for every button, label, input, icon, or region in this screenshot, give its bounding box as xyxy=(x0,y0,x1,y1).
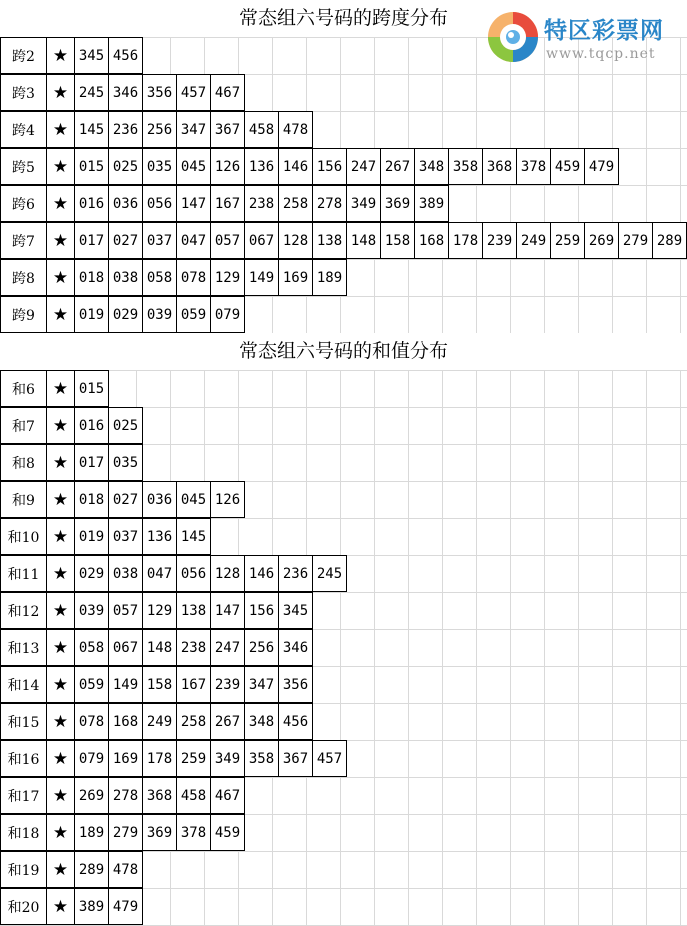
number-cell: 239 xyxy=(482,222,517,259)
star-icon: ★ xyxy=(46,851,75,888)
number-cell: 236 xyxy=(278,555,313,592)
number-cell: 149 xyxy=(108,666,143,703)
span-label: 跨4 xyxy=(0,111,47,148)
number-cell: 189 xyxy=(74,814,109,851)
number-cell: 036 xyxy=(142,481,177,518)
number-cell: 369 xyxy=(380,185,415,222)
number-cell: 457 xyxy=(176,74,211,111)
number-cell: 045 xyxy=(176,148,211,185)
number-cell: 467 xyxy=(210,777,245,814)
number-cell: 035 xyxy=(142,148,177,185)
number-cell: 479 xyxy=(108,888,143,925)
sum-label: 和13 xyxy=(0,629,47,666)
number-cell: 138 xyxy=(312,222,347,259)
logo-name: 特区彩票网 xyxy=(544,18,664,44)
star-icon: ★ xyxy=(46,555,75,592)
number-cell: 345 xyxy=(278,592,313,629)
number-cell: 058 xyxy=(142,259,177,296)
number-cell: 169 xyxy=(108,740,143,777)
number-cell: 039 xyxy=(74,592,109,629)
number-cell: 027 xyxy=(108,222,143,259)
sum-row xyxy=(0,888,143,925)
star-icon: ★ xyxy=(46,518,75,555)
sum-label: 和16 xyxy=(0,740,47,777)
span-row xyxy=(0,259,347,296)
sum-row xyxy=(0,814,245,851)
star-icon: ★ xyxy=(46,370,75,407)
number-cell: 236 xyxy=(108,111,143,148)
number-cell: 349 xyxy=(346,185,381,222)
number-cell: 367 xyxy=(278,740,313,777)
sum-label: 和11 xyxy=(0,555,47,592)
number-cell: 289 xyxy=(74,851,109,888)
number-cell: 038 xyxy=(108,555,143,592)
number-cell: 467 xyxy=(210,74,245,111)
number-cell: 169 xyxy=(278,259,313,296)
number-cell: 348 xyxy=(414,148,449,185)
number-cell: 349 xyxy=(210,740,245,777)
number-cell: 057 xyxy=(108,592,143,629)
number-cell: 058 xyxy=(74,629,109,666)
star-icon: ★ xyxy=(46,74,75,111)
number-cell: 369 xyxy=(142,814,177,851)
star-icon: ★ xyxy=(46,481,75,518)
sum-label: 和20 xyxy=(0,888,47,925)
number-cell: 047 xyxy=(176,222,211,259)
number-cell: 168 xyxy=(108,703,143,740)
number-cell: 079 xyxy=(74,740,109,777)
number-cell: 478 xyxy=(278,111,313,148)
span-section-title: 常态组六号码的跨度分布 xyxy=(0,0,687,37)
span-label: 跨3 xyxy=(0,74,47,111)
star-icon: ★ xyxy=(46,111,75,148)
number-cell: 015 xyxy=(74,148,109,185)
star-icon: ★ xyxy=(46,740,75,777)
number-cell: 017 xyxy=(74,222,109,259)
number-cell: 258 xyxy=(176,703,211,740)
span-row xyxy=(0,222,687,259)
star-icon: ★ xyxy=(46,37,75,74)
sum-label: 和15 xyxy=(0,703,47,740)
number-cell: 019 xyxy=(74,296,109,333)
number-cell: 267 xyxy=(380,148,415,185)
number-cell: 239 xyxy=(210,666,245,703)
number-cell: 245 xyxy=(74,74,109,111)
span-label: 跨7 xyxy=(0,222,47,259)
number-cell: 149 xyxy=(244,259,279,296)
star-icon: ★ xyxy=(46,407,75,444)
number-cell: 016 xyxy=(74,407,109,444)
sum-row xyxy=(0,370,109,407)
number-cell: 156 xyxy=(244,592,279,629)
number-cell: 279 xyxy=(108,814,143,851)
sum-row xyxy=(0,518,211,555)
number-cell: 249 xyxy=(516,222,551,259)
number-cell: 078 xyxy=(176,259,211,296)
number-cell: 178 xyxy=(142,740,177,777)
number-cell: 356 xyxy=(142,74,177,111)
span-row xyxy=(0,148,619,185)
number-cell: 259 xyxy=(176,740,211,777)
number-cell: 038 xyxy=(108,259,143,296)
number-cell: 148 xyxy=(142,629,177,666)
number-cell: 056 xyxy=(176,555,211,592)
number-cell: 347 xyxy=(176,111,211,148)
number-cell: 178 xyxy=(448,222,483,259)
number-cell: 167 xyxy=(210,185,245,222)
swirl-logo-icon xyxy=(486,10,540,64)
sum-row xyxy=(0,851,143,888)
number-cell: 158 xyxy=(142,666,177,703)
number-cell: 456 xyxy=(278,703,313,740)
number-cell: 128 xyxy=(278,222,313,259)
number-cell: 168 xyxy=(414,222,449,259)
number-cell: 389 xyxy=(414,185,449,222)
number-cell: 238 xyxy=(244,185,279,222)
number-cell: 036 xyxy=(108,185,143,222)
star-icon: ★ xyxy=(46,666,75,703)
number-cell: 136 xyxy=(142,518,177,555)
number-cell: 146 xyxy=(244,555,279,592)
number-cell: 025 xyxy=(108,148,143,185)
star-icon: ★ xyxy=(46,777,75,814)
sum-label: 和8 xyxy=(0,444,47,481)
sum-row xyxy=(0,777,245,814)
star-icon: ★ xyxy=(46,296,75,333)
number-cell: 358 xyxy=(244,740,279,777)
star-icon: ★ xyxy=(46,703,75,740)
number-cell: 145 xyxy=(176,518,211,555)
span-label: 跨5 xyxy=(0,148,47,185)
number-cell: 029 xyxy=(108,296,143,333)
span-row xyxy=(0,74,245,111)
number-cell: 016 xyxy=(74,185,109,222)
star-icon: ★ xyxy=(46,185,75,222)
number-cell: 029 xyxy=(74,555,109,592)
number-cell: 067 xyxy=(244,222,279,259)
sum-row xyxy=(0,444,143,481)
number-cell: 129 xyxy=(210,259,245,296)
number-cell: 358 xyxy=(448,148,483,185)
number-cell: 459 xyxy=(550,148,585,185)
star-icon: ★ xyxy=(46,888,75,925)
span-row xyxy=(0,296,245,333)
site-logo[interactable] xyxy=(486,8,682,70)
sum-label: 和17 xyxy=(0,777,47,814)
number-cell: 478 xyxy=(108,851,143,888)
number-cell: 256 xyxy=(244,629,279,666)
number-cell: 059 xyxy=(74,666,109,703)
star-icon: ★ xyxy=(46,629,75,666)
number-cell: 368 xyxy=(482,148,517,185)
sum-row xyxy=(0,703,313,740)
sum-row xyxy=(0,629,313,666)
number-cell: 147 xyxy=(210,592,245,629)
sum-row xyxy=(0,592,313,629)
number-cell: 037 xyxy=(108,518,143,555)
number-cell: 145 xyxy=(74,111,109,148)
sum-row xyxy=(0,407,143,444)
number-cell: 015 xyxy=(74,370,109,407)
number-cell: 035 xyxy=(108,444,143,481)
span-row xyxy=(0,185,449,222)
span-row xyxy=(0,111,313,148)
star-icon: ★ xyxy=(46,814,75,851)
sum-row xyxy=(0,666,313,703)
number-cell: 189 xyxy=(312,259,347,296)
number-cell: 247 xyxy=(210,629,245,666)
number-cell: 025 xyxy=(108,407,143,444)
number-cell: 247 xyxy=(346,148,381,185)
number-cell: 345 xyxy=(74,37,109,74)
number-cell: 146 xyxy=(278,148,313,185)
number-cell: 378 xyxy=(516,148,551,185)
sum-label: 和9 xyxy=(0,481,47,518)
number-cell: 245 xyxy=(312,555,347,592)
span-row xyxy=(0,37,143,74)
number-cell: 378 xyxy=(176,814,211,851)
number-cell: 269 xyxy=(74,777,109,814)
span-label: 跨6 xyxy=(0,185,47,222)
number-cell: 047 xyxy=(142,555,177,592)
number-cell: 126 xyxy=(210,148,245,185)
number-cell: 457 xyxy=(312,740,347,777)
number-cell: 156 xyxy=(312,148,347,185)
number-cell: 278 xyxy=(108,777,143,814)
number-cell: 126 xyxy=(210,481,245,518)
number-cell: 346 xyxy=(278,629,313,666)
number-cell: 238 xyxy=(176,629,211,666)
number-cell: 027 xyxy=(108,481,143,518)
number-cell: 267 xyxy=(210,703,245,740)
number-cell: 059 xyxy=(176,296,211,333)
sum-section-title: 常态组六号码的和值分布 xyxy=(0,333,687,370)
number-cell: 456 xyxy=(108,37,143,74)
number-cell: 356 xyxy=(278,666,313,703)
number-cell: 259 xyxy=(550,222,585,259)
number-cell: 045 xyxy=(176,481,211,518)
number-cell: 017 xyxy=(74,444,109,481)
number-cell: 129 xyxy=(142,592,177,629)
number-cell: 019 xyxy=(74,518,109,555)
number-cell: 138 xyxy=(176,592,211,629)
number-cell: 367 xyxy=(210,111,245,148)
number-cell: 136 xyxy=(244,148,279,185)
sum-label: 和10 xyxy=(0,518,47,555)
sum-label: 和19 xyxy=(0,851,47,888)
number-cell: 057 xyxy=(210,222,245,259)
star-icon: ★ xyxy=(46,444,75,481)
sum-row xyxy=(0,555,347,592)
number-cell: 167 xyxy=(176,666,211,703)
number-cell: 459 xyxy=(210,814,245,851)
logo-url: www.tqcp.net xyxy=(546,46,656,62)
number-cell: 078 xyxy=(74,703,109,740)
span-label: 跨9 xyxy=(0,296,47,333)
number-cell: 256 xyxy=(142,111,177,148)
sum-row xyxy=(0,740,347,777)
star-icon: ★ xyxy=(46,259,75,296)
number-cell: 249 xyxy=(142,703,177,740)
number-cell: 039 xyxy=(142,296,177,333)
number-cell: 458 xyxy=(244,111,279,148)
sum-label: 和18 xyxy=(0,814,47,851)
sum-label: 和12 xyxy=(0,592,47,629)
sum-row xyxy=(0,481,245,518)
number-cell: 389 xyxy=(74,888,109,925)
number-cell: 128 xyxy=(210,555,245,592)
star-icon: ★ xyxy=(46,592,75,629)
number-cell: 147 xyxy=(176,185,211,222)
number-cell: 368 xyxy=(142,777,177,814)
number-cell: 289 xyxy=(652,222,687,259)
number-cell: 269 xyxy=(584,222,619,259)
number-cell: 458 xyxy=(176,777,211,814)
sum-label: 和6 xyxy=(0,370,47,407)
number-cell: 258 xyxy=(278,185,313,222)
number-cell: 056 xyxy=(142,185,177,222)
star-icon: ★ xyxy=(46,148,75,185)
sum-label: 和7 xyxy=(0,407,47,444)
number-cell: 079 xyxy=(210,296,245,333)
number-cell: 037 xyxy=(142,222,177,259)
number-cell: 279 xyxy=(618,222,653,259)
number-cell: 148 xyxy=(346,222,381,259)
star-icon: ★ xyxy=(46,222,75,259)
number-cell: 018 xyxy=(74,259,109,296)
number-cell: 067 xyxy=(108,629,143,666)
number-cell: 347 xyxy=(244,666,279,703)
number-cell: 158 xyxy=(380,222,415,259)
number-cell: 278 xyxy=(312,185,347,222)
sum-label: 和14 xyxy=(0,666,47,703)
number-cell: 348 xyxy=(244,703,279,740)
number-cell: 346 xyxy=(108,74,143,111)
span-label: 跨2 xyxy=(0,37,47,74)
number-cell: 018 xyxy=(74,481,109,518)
number-cell: 479 xyxy=(584,148,619,185)
span-label: 跨8 xyxy=(0,259,47,296)
